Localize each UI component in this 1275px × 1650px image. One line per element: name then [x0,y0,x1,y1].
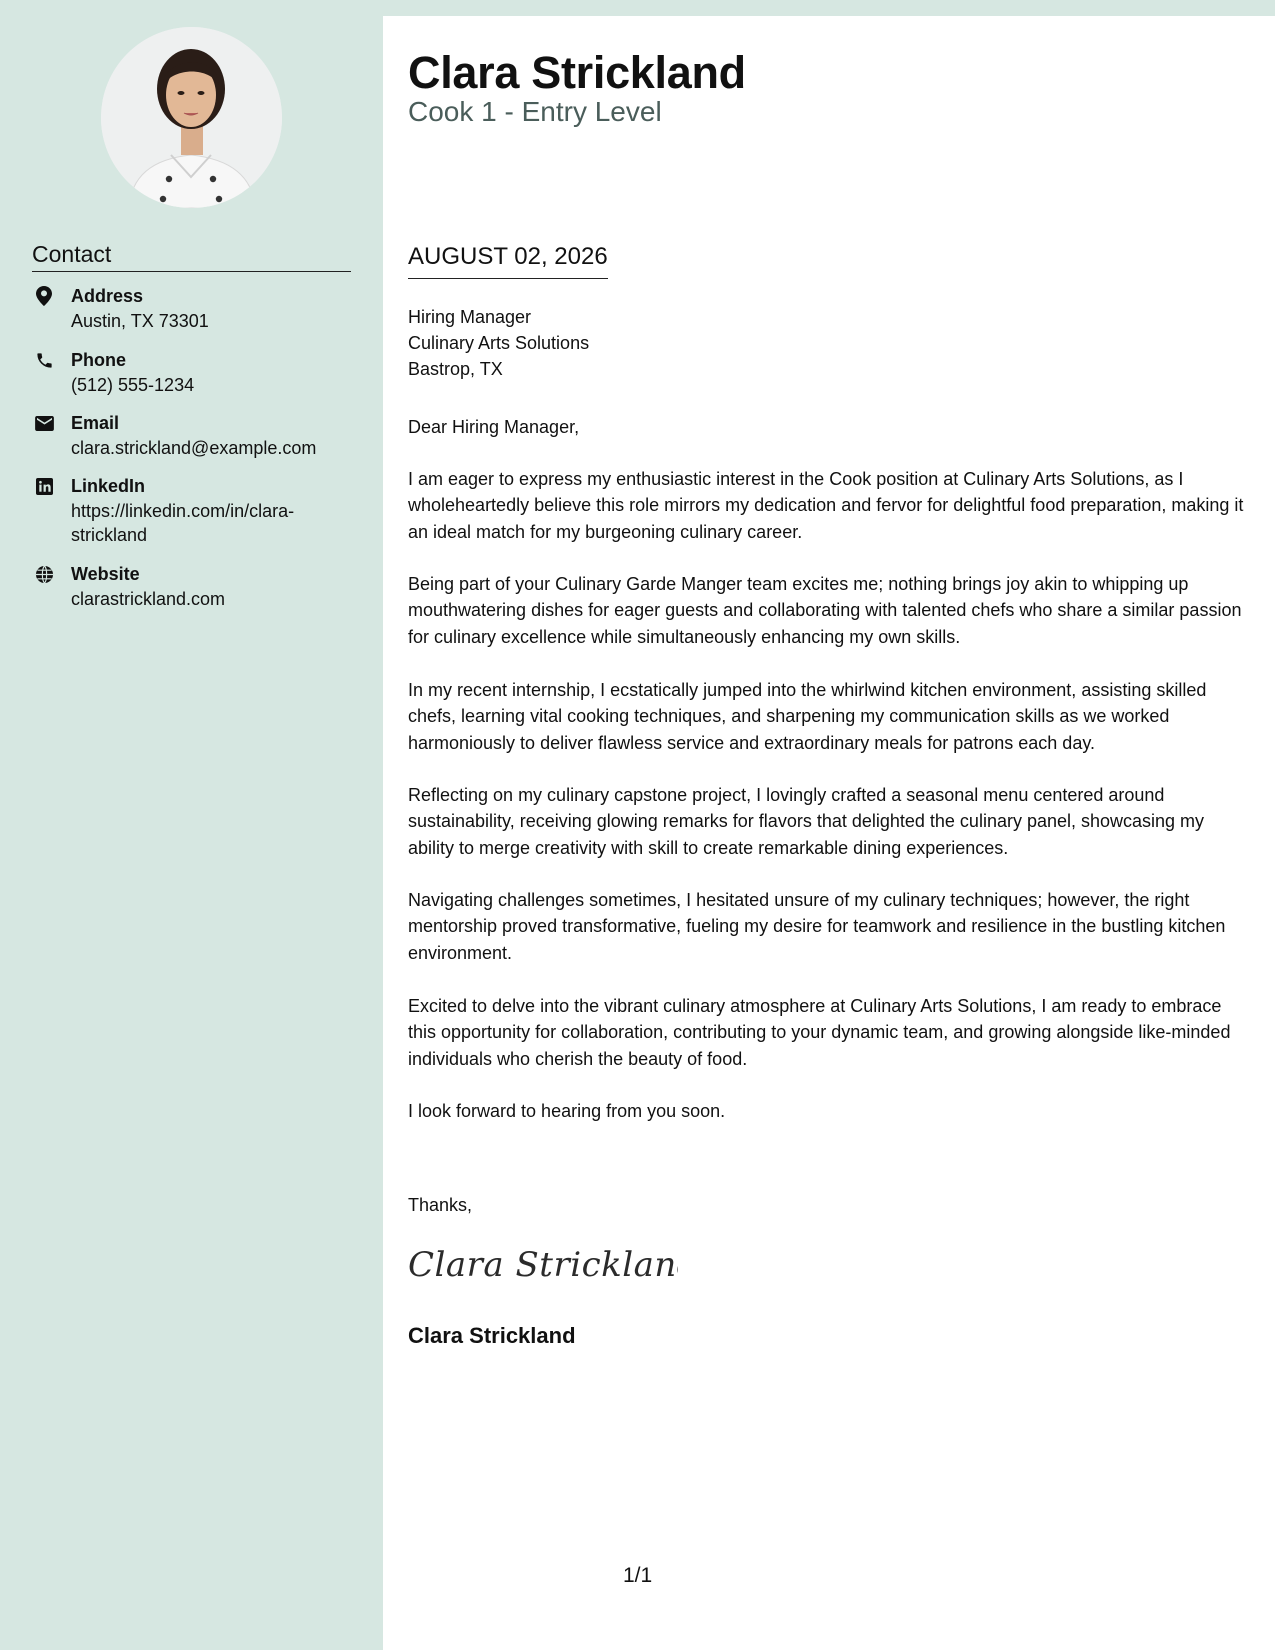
applicant-name: Clara Strickland [408,47,746,98]
email-label: Email [71,413,120,433]
phone-value: (512) 555-1234 [71,375,195,395]
contact-heading: Contact [32,240,351,272]
paragraph-1: I am eager to express my enthusiastic interest in the Cook position at Culinary Arts Solutions, as I wholeheartedly believe this role mirrors my dedication and fervor for delightful food preparation, making it an ideal match for my burgeoning culinary career. [408,469,1244,542]
map-pin-icon [34,286,54,306]
linkedin-label: LinkedIn [71,476,146,496]
linkedin-value[interactable]: https://linkedin.com/in/clara-strickland [71,501,295,545]
page-number: 1/1 [623,1564,653,1587]
signer-name: Clara Strickland [408,1323,576,1348]
email-value[interactable]: clara.strickland@example.com [71,438,317,458]
salutation: Dear Hiring Manager, [408,417,580,437]
paragraph-2: Being part of your Culinary Garde Manger team excites me; nothing brings joy akin to whipping up mouthwatering dishes for eager guests and collaborating with talented chefs who share a similar passion for culinary excellence while simultaneously enhancing my own skills. [408,574,1242,647]
recipient-block [408,304,589,382]
paragraph-5: Navigating challenges sometimes, I hesitated unsure of my culinary techniques; however, the right mentorship proved transformative, fueling my desire for teamwork and resilience in the bustling kitchen environment. [408,890,1226,963]
website-value[interactable]: clarastrickland.com [71,589,226,609]
linkedin-icon [34,476,54,496]
paragraph-3: In my recent internship, I ecstatically jumped into the whirlwind kitchen environment, assisting skilled chefs, learning vital cooking techniques, and sharpening my communication skills as we worked harmoniously to deliver flawless service and extraordinary meals for patrons each day. [408,680,1207,753]
handwritten-signature [408,1240,678,1288]
sidebar [0,0,383,1650]
letter-date: AUGUST 02, 2026 [408,242,608,279]
paragraph-6: Excited to delve into the vibrant culinary atmosphere at Culinary Arts Solutions, I am ready to embrace this opportunity for collaboration, contributing to your dynamic team, and growing alongside like-minded individuals who cherish the beauty of food. [408,996,1231,1069]
recipient-title: Hiring Manager [408,307,532,327]
recipient-location: Bastrop, TX [408,359,503,379]
phone-icon [34,350,54,370]
letter-body [383,16,1275,1650]
globe-icon [34,564,54,584]
profile-photo [101,27,282,208]
phone-label: Phone [71,350,127,370]
signature-mark: Clara Strickland [408,1245,678,1285]
address-label: Address [71,286,144,306]
envelope-icon [34,413,54,433]
chef-portrait-image [101,27,282,208]
job-title: Cook 1 - Entry Level [408,96,662,127]
paragraph-4: Reflecting on my culinary capstone project, I lovingly crafted a seasonal menu centered around sustainability, receiving glowing remarks for flavors that delighted the culinary panel, showcasing my ability to merge creativity with skill to create remarkable dining experiences. [408,785,1205,858]
website-label: Website [71,564,140,584]
address-value: Austin, TX 73301 [71,311,209,331]
recipient-company: Culinary Arts Solutions [408,333,590,353]
paragraph-7: I look forward to hearing from you soon. [408,1101,726,1121]
closing: Thanks, [408,1195,473,1215]
